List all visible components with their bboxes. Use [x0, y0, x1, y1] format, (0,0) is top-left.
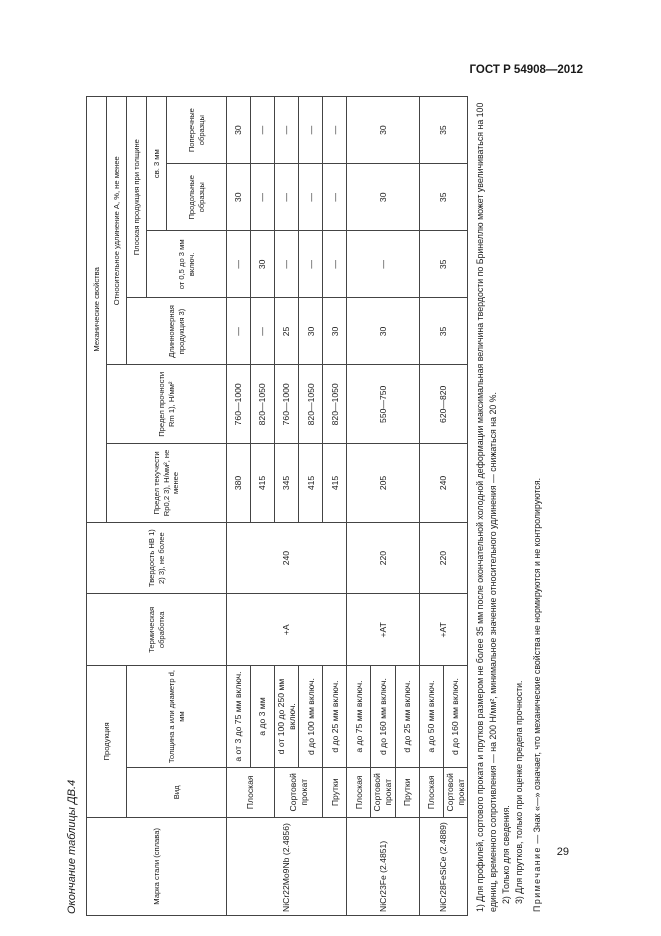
cell-type: Плоская	[227, 767, 275, 817]
cell-tensile: 820—1050	[323, 365, 347, 444]
footnotes	[474, 96, 544, 916]
cell-tensile: 760—1000	[227, 365, 251, 444]
cell-hardness: 220	[347, 522, 419, 594]
hdr-hardness: Твердость HB 1) 2) 3), не более	[87, 522, 227, 594]
cell-thin: —	[299, 231, 323, 298]
properties-table	[86, 96, 468, 916]
note-label: Примечание	[532, 846, 543, 912]
cell-type: Плоская	[347, 767, 371, 817]
cell-thin: —	[323, 231, 347, 298]
hdr-type: Вид	[127, 767, 227, 817]
rotated-table-area	[58, 96, 573, 916]
cell-thickness: d от 100 до 250 мм включ.	[275, 666, 299, 768]
cell-thin: —	[275, 231, 299, 298]
cell-yield: 205	[347, 444, 419, 523]
cell-type: Прутки	[323, 767, 347, 817]
hdr-flat: Плоская продукция при толщине	[127, 97, 147, 298]
cell-thickness: а от 3 до 75 мм включ.	[227, 666, 251, 768]
cell-thickness: d до 25 мм включ.	[395, 666, 419, 768]
hdr-elong: Относительное удлинение A, %, не менее	[107, 97, 127, 365]
cell-trans: —	[323, 97, 347, 164]
cell-type: Сортовой прокат	[443, 767, 467, 817]
hdr-mech: Механические свойства	[87, 97, 107, 523]
hdr-longit: Продольные образцы	[167, 164, 227, 231]
cell-heat: +A	[227, 594, 347, 666]
hdr-product: Продукция	[87, 666, 127, 818]
table-caption: Окончание таблицы ДВ.4	[66, 779, 78, 914]
cell-thickness: d до 100 мм включ.	[299, 666, 323, 768]
cell-thickness: а до 75 мм включ.	[347, 666, 371, 768]
cell-longit: 35	[419, 164, 467, 231]
hdr-heat: Термическая обработка	[87, 594, 227, 666]
cell-trans: 35	[419, 97, 467, 164]
cell-hardness: 240	[227, 522, 347, 594]
cell-type: Прутки	[395, 767, 419, 817]
cell-thin: —	[227, 231, 251, 298]
cell-thin: 30	[251, 231, 275, 298]
cell-trans: 30	[227, 97, 251, 164]
cell-thickness: а до 50 мм включ.	[419, 666, 443, 768]
cell-grade: NiCr28FeSiCe (2.4889)	[419, 817, 467, 915]
cell-longit: —	[275, 164, 299, 231]
hdr-t-range: от 0,5 до 3 мм включ.	[147, 231, 227, 298]
cell-thickness: а до 3 мм	[251, 666, 275, 768]
hdr-trans: Поперечные образцы	[167, 97, 227, 164]
cell-yield: 415	[323, 444, 347, 523]
cell-tensile: 760—1000	[275, 365, 299, 444]
cell-yield: 415	[251, 444, 275, 523]
cell-long: 30	[347, 298, 419, 365]
cell-thickness: d до 160 мм включ.	[443, 666, 467, 768]
cell-heat: +AT	[347, 594, 419, 666]
cell-tensile: 550—750	[347, 365, 419, 444]
cell-grade: NiCr22Mo9Nb (2.4856)	[227, 817, 347, 915]
cell-longit: —	[251, 164, 275, 231]
cell-tensile: 620—820	[419, 365, 467, 444]
table-row	[419, 97, 443, 916]
cell-trans: —	[275, 97, 299, 164]
cell-long: 30	[323, 298, 347, 365]
document-code: ГОСТ Р 54908—2012	[469, 64, 583, 76]
hdr-grade: Марка стали (сплава)	[87, 817, 227, 915]
cell-thin: —	[347, 231, 419, 298]
page-number: 29	[556, 846, 569, 858]
cell-long: 30	[299, 298, 323, 365]
cell-yield: 240	[419, 444, 467, 523]
cell-tensile: 820—1050	[299, 365, 323, 444]
cell-trans: —	[299, 97, 323, 164]
cell-type: Сортовой прокат	[275, 767, 323, 817]
cell-grade: NiCr23Fe (2.4851)	[347, 817, 419, 915]
cell-yield: 415	[299, 444, 323, 523]
cell-type: Плоская	[419, 767, 443, 817]
hdr-tensile: Предел прочности Rm 1), Н/мм²	[107, 365, 227, 444]
cell-hardness: 220	[419, 522, 467, 594]
cell-longit: —	[323, 164, 347, 231]
cell-yield: 380	[227, 444, 251, 523]
cell-trans: 30	[347, 97, 419, 164]
footnote-3: 3) Для прутков, только при оценке предела прочности.	[513, 680, 524, 904]
table-row	[227, 97, 251, 916]
cell-longit: 30	[347, 164, 419, 231]
table-row	[323, 97, 347, 916]
cell-longit: —	[299, 164, 323, 231]
cell-heat: +AT	[419, 594, 467, 666]
cell-long: 35	[419, 298, 467, 365]
table-row	[347, 97, 371, 916]
cell-trans: —	[251, 97, 275, 164]
cell-long: 25	[275, 298, 299, 365]
cell-yield: 345	[275, 444, 299, 523]
cell-thin: 35	[419, 231, 467, 298]
table-row	[275, 97, 299, 916]
cell-long: —	[227, 298, 251, 365]
cell-long: —	[251, 298, 275, 365]
footnote-2: 2) Только для сведения.	[500, 805, 511, 904]
table-note	[531, 96, 544, 912]
cell-tensile: 820—1050	[251, 365, 275, 444]
hdr-long-prod: Длинномерная продукция 3)	[127, 298, 227, 365]
cell-type: Сортовой прокат	[371, 767, 395, 817]
cell-thickness: d до 160 мм включ.	[371, 666, 395, 768]
note-text: — Знак «—» означает, что механические свойства не нормируются и не контролируются.	[532, 477, 543, 844]
cell-thickness: d до 25 мм включ.	[323, 666, 347, 768]
footnote-1: 1) Для профилей, сортового проката и прутков размером не более 35 мм после окончательной холодной деформации максимальная величина твердости по Бринеллю может увеличиваться на 100 единиц, временного сопротивления — на 200 Н/мм², минимальное значение относительного удлинения — снижаться на 20 %.	[475, 102, 499, 912]
cell-longit: 30	[227, 164, 251, 231]
hdr-thickness: Толщина а или диаметр d, мм	[127, 666, 227, 768]
hdr-t-over: св. 3 мм	[147, 97, 167, 231]
hdr-yield: Предел текучести Rp0,2 3), Н/мм², не менее	[107, 444, 227, 523]
